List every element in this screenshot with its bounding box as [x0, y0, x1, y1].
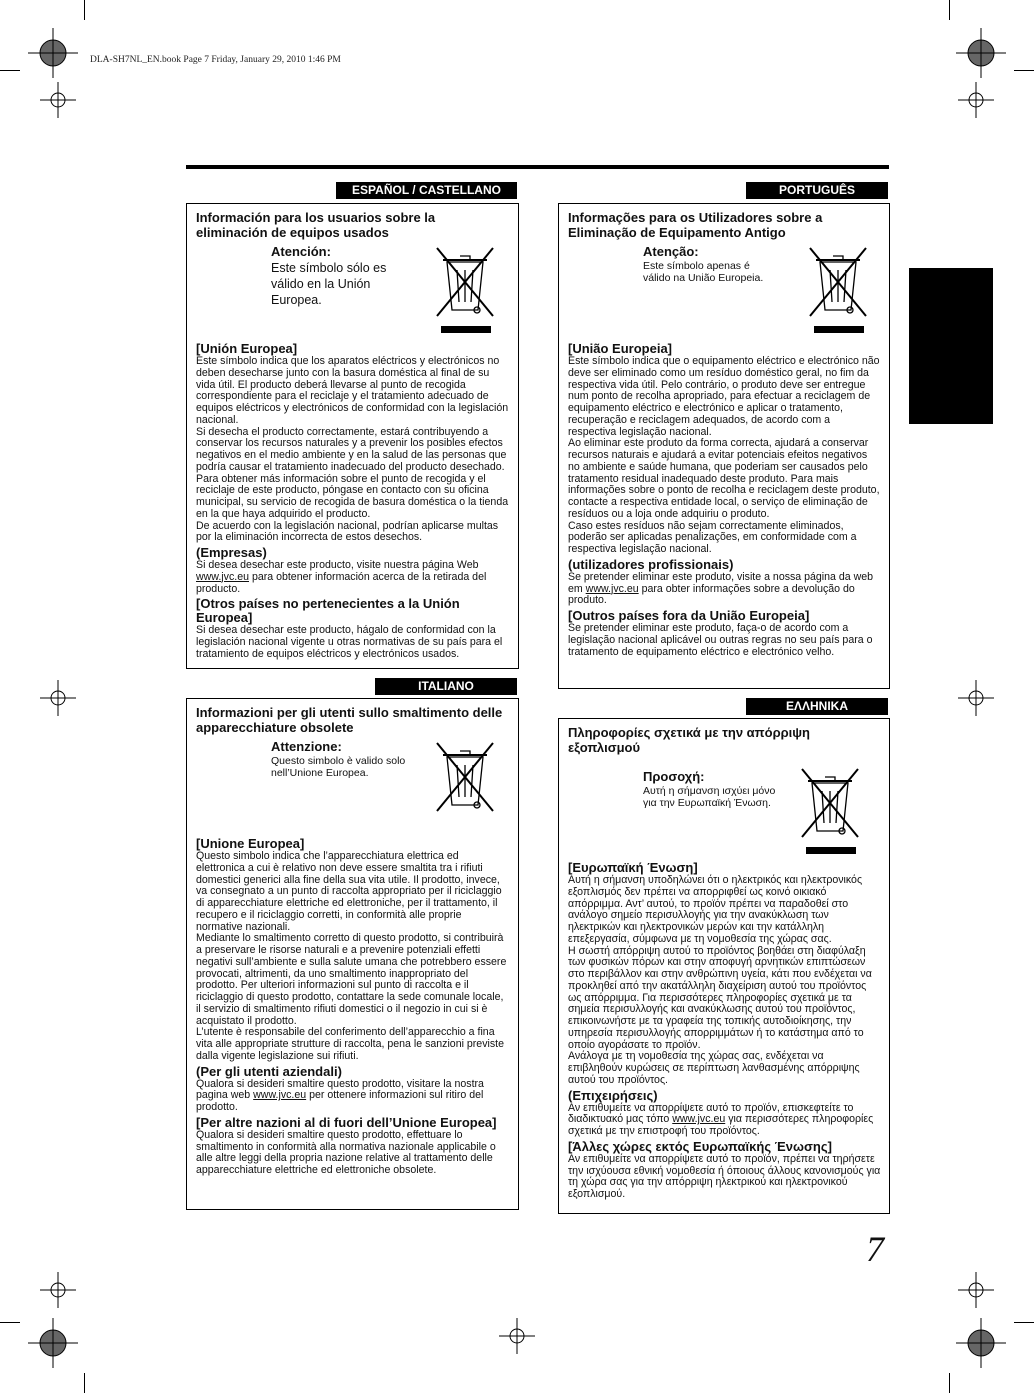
- business-text-b: para obter informações sobre a devolução do produto.: [568, 582, 855, 607]
- eu-heading: [União Europeia]: [568, 341, 673, 356]
- section-title: Informações para os Utilizadores sobre a Eliminação de Equipamento Antigo: [568, 210, 823, 240]
- trim-line: [949, 1373, 950, 1393]
- business-text-b: para obtener información acerca de la retirada del producto.: [196, 570, 487, 595]
- attention-body: Este símbolo sólo es válido en la Unión Europea.: [271, 261, 387, 307]
- attention-text: [271, 244, 406, 308]
- registration-mark-icon: [956, 28, 1006, 78]
- crosshair-icon: [958, 1272, 994, 1308]
- lang-bar-portuguese: PORTUGUÊS: [746, 182, 888, 199]
- crossed-bin-icon: [798, 765, 862, 855]
- crossed-bin-icon: [433, 739, 497, 819]
- side-tab: [909, 268, 993, 424]
- print-header: DLA-SH7NL_EN.book Page 7 Friday, January 29, 2010 1:46 PM: [90, 55, 341, 65]
- other-text: Si desea desechar este producto, hágalo de conformidad con la legislación nacional vigente u otras normativas de su país para el tratamiento de equipos eléctricos y electrónicos usados.: [196, 624, 503, 660]
- business-text: [196, 560, 510, 595]
- eu-heading: [Unione Europea]: [196, 836, 305, 851]
- other-heading: [Otros países no pertenecientes a la Unión Europea]: [196, 596, 460, 626]
- eu-heading: [Ευρωπαϊκή Ένωση]: [568, 860, 698, 875]
- eu-text: Αυτή η σήμανση υποδηλώνει ότι ο ηλεκτρικός και ηλεκτρονικός εξοπλισμός δεν πρέπει να απορριφθεί ως κοινό οικιακό απόρριμμα. Αντ’ αυτού, το προϊόν πρέπει να παραδοθεί στο ανάλογο σημείο περισυλλογής για την ανακύκλωση των ηλεκτρικών και ηλεκτρονικών μερών και την κατάλληλη επεξεργασία, σύμφωνα με τη νομοθεσία της χώρας σας. Η σωστή απόρριψη αυτού το προϊόντος βοηθάει στη διαφύλαξη των φυσικών πόρων και στην αποφυγή αρνητικών επιπτώσεων στο περιβάλλον και στην ανθρώπινη υγεία, κάτι που ενδέχεται να προκληθεί από την ακατάλληλη διαχείριση αυτού του προϊόντος ως απόρριμμα. Για περισσότερες πληροφορίες σχετικά με τα σημεία περισυλλογής και ανακύκλωσης αυτού του προϊόντος, επικοινωνήστε με τα γραφεία της τοπικής αυτοδιοίκησης, την υπηρεσία περισυλλογής απορριμμάτων ή το κατάστημα από το οποίο αγοράσατε το προϊόν. Ανάλογα με τη νομοθεσία της χώρας σας, ενδέχεται να επιβληθούν κυρώσεις σε περίπτωση λανθασμένης απόρριψης αυτού του προϊόντος.: [568, 874, 872, 1086]
- eu-text: Questo simbolo indica che l’apparecchiatura elettrica ed elettronica a cui è relativo non deve essere smaltita tra i rifiuti domestici generici alla fine della sua vita utile. Il prodotto, invece, va consegnato a un punto di raccolta appropriato per il riciclaggio di apparecchiature elettriche ed elettroniche, per il trattamento, il recupero e il riciclaggio corretti, in conformità alle proprie normative nazionali. Mediante lo smaltimento corretto di questo prodotto, si contribuirà a preservare le risorse naturali e a prevenire potenziali effetti negativi sull’ambiente e sulla salute umana che potrebbero essere provocati, altrimenti, da uno smaltimento inappropriato del prodotto. Per ulteriori informazioni sul punto di raccolta e il riciclaggio di questo prodotto, contattare la sede comunale locale, il servizio di smaltimento rifiuti domestici o il negozio in cui si è acquistato il prodotto. L’utente è responsabile del conferimento dell’apparecchio a fina vita alle appropriate strutture di raccolta, pena le sanzioni previste dalla vigente legislazione sui rifiuti.: [196, 850, 507, 1062]
- top-rule: [186, 165, 889, 169]
- eu-text: Este símbolo indica que los aparatos eléctricos y electrónicos no deben desecharse junto con la basura doméstica al final de su vida útil. El producto deberá llevarse al punto de recogida correspondiente para el reciclaje y el tratamiento adecuado de equipos eléctricos y electrónicos de conformidad con la legislación nacional. Si desecha el producto correctamente, estará contribuyendo a conservar los recursos naturales y a prevenir los posibles efectos negativos en el medio ambiente y en la salud de las personas que podría causar el tratamiento inadecuado del producto desechado. Para obtener más información sobre el punto de recogida y el reciclaje de este producto, póngase en contacto con su oficina municipal, su servicio de recogida de basura doméstica o la tienda en la que haya adquirido el producto. De acuerdo con la legislación nacional, podrían aplicarse multas por la eliminación incorrecta de estos desechos.: [196, 355, 509, 544]
- eu-text: Este símbolo indica que o equipamento eléctrico e electrónico não deve ser eliminado como um resíduo doméstico geral, no fim da respectiva vida útil. Pelo contrário, o produto deve ser entregue num ponto de recolha apropriado, para efectuar a reciclagem de equipamento eléctrico e electrónico e aplicar o tratamento, recuperação e reciclagem adequados, de acordo com a respectiva legislação nacional. Ao eliminar este produto da forma correcta, ajudará a conservar recursos naturais e ajudará a evitar potenciais efeitos negativos no ambiente e saúde humana, que poderiam ser causados pelo tratamento residual inadequado deste produto. Para mais informações sobre o ponto de recolha e reciclagem deste produto, contacte a respectiva entidade local, o serviço de eliminação de resíduos ou a loja onde adquiriu o produto. Caso estes resíduos não sejam correctamente eliminados, poderão ser aplicadas penalizações, em conformidade com a respectiva legislação nacional.: [568, 355, 880, 555]
- crosshair-icon: [499, 1318, 535, 1354]
- trim-line: [84, 1373, 85, 1393]
- business-text-a: Qualora si desideri smaltire questo prodotto, visitare la nostra pagina web: [196, 1077, 484, 1102]
- crossed-bin-icon: [806, 244, 870, 334]
- business-heading: (Επιχειρήσεις): [568, 1087, 658, 1103]
- business-text: [568, 572, 881, 607]
- attention-block: [568, 244, 881, 340]
- attention-text: [271, 739, 406, 779]
- attention-text: [643, 769, 778, 809]
- crosshair-icon: [40, 680, 76, 716]
- crosshair-icon: [958, 680, 994, 716]
- attention-body: Αυτή η σήμανση ισχύει μόνο για την Ευρωπαϊκή Ένωση.: [643, 785, 776, 809]
- section-title: Informazioni per gli utenti sullo smaltimento delle apparecchiature obsolete: [196, 705, 503, 735]
- web-link[interactable]: www.jvc.eu: [196, 570, 249, 583]
- lang-bar-greek: ΕΛΛΗΝΙΚΑ: [746, 698, 888, 715]
- attention-label: Attenzione:: [271, 739, 342, 754]
- section-title: Πληροφορίες σχετικά με την απόρριψη εξοπλισμού: [568, 725, 810, 755]
- registration-mark-icon: [28, 28, 78, 78]
- section-spanish: [186, 203, 519, 669]
- web-link[interactable]: www.jvc.eu: [253, 1089, 307, 1102]
- crosshair-icon: [40, 82, 76, 118]
- crosshair-icon: [40, 1272, 76, 1308]
- crossed-bin-icon: [433, 244, 497, 334]
- business-text-a: Se pretender eliminar este produto, visite a nossa página da web em: [568, 570, 874, 595]
- attention-label: Προσοχή:: [643, 769, 705, 784]
- trim-line: [0, 1322, 20, 1323]
- lang-bar-spanish: ESPAÑOL / CASTELLANO: [336, 182, 517, 199]
- trim-line: [0, 70, 20, 71]
- other-text: Qualora si desideri smaltire questo prodotto, effettuare lo smaltimento in conformità alla normativa nazionale applicabile o alle altre leggi della propria nazione relative al trattamento delle apparecchiature elettriche ed elettroniche obsolete.: [196, 1128, 496, 1176]
- web-link[interactable]: www.jvc.eu: [585, 582, 639, 595]
- business-heading: (utilizadores profissionais): [568, 556, 734, 572]
- attention-block: [196, 739, 510, 835]
- business-heading: (Per gli utenti aziendali): [196, 1063, 342, 1079]
- attention-body: Este símbolo apenas é válido na União Europeia.: [643, 260, 764, 284]
- page-number: 7: [866, 1229, 884, 1269]
- attention-block: [196, 244, 510, 340]
- business-text-a: Si desea desechar este producto, visite nuestra página Web: [196, 559, 479, 571]
- business-text-a: Αν επιθυμείτε να απορρίψετε αυτό το προϊόν, επισκεφτείτε το διαδικτυακό μας τόπο: [568, 1101, 854, 1126]
- section-greek: [558, 718, 890, 1214]
- attention-block: [568, 759, 881, 859]
- business-heading: (Empresas): [196, 545, 267, 560]
- other-text: Αν επιθυμείτε να απορρίψετε αυτό το προϊόν, πρέπει να τηρήσετε την ισχύουσα εθνική νομοθεσία ή όποιους άλλους κανονισμούς για τη χώρα σας για την απόρριψη ηλεκτρικού και ηλεκτρονικού εξοπλισμού.: [568, 1152, 881, 1200]
- attention-label: Atención:: [271, 244, 331, 259]
- other-heading: [Outros países fora da União Europeia]: [568, 608, 810, 623]
- trim-line: [949, 0, 950, 20]
- attention-body: Questo simbolo è valido solo nell’Unione Europea.: [271, 755, 406, 779]
- other-text: Se pretender eliminar este produto, faça-o de acordo com a legislação nacional aplicável ou outras regras no seu país para o tratamento de equipamento eléctrico e electrónico velho.: [568, 622, 873, 658]
- section-portuguese: [558, 203, 890, 689]
- other-heading: [Άλλες χώρες εκτός Ευρωπαϊκής Ένωσης]: [568, 1138, 832, 1154]
- business-text-b: per ottenere informazioni sul ritiro del prodotto.: [196, 1089, 484, 1113]
- business-text: [568, 1103, 881, 1138]
- trim-line: [1014, 70, 1034, 71]
- trim-line: [1014, 1322, 1034, 1323]
- web-link[interactable]: www.jvc.eu: [672, 1113, 726, 1126]
- lang-bar-italian: ITALIANO: [375, 678, 517, 695]
- business-text: [196, 1079, 510, 1114]
- attention-label: Atenção:: [643, 244, 699, 259]
- other-heading: [Per altre nazioni al di fuori dell’Unione Europea]: [196, 1114, 497, 1130]
- section-title: Información para los usuarios sobre la eliminación de equipos usados: [196, 210, 436, 240]
- trim-line: [84, 0, 85, 20]
- attention-text: [643, 244, 778, 284]
- registration-mark-icon: [28, 1318, 78, 1368]
- section-italian: [186, 698, 519, 1210]
- eu-heading: [Unión Europea]: [196, 341, 298, 356]
- crosshair-icon: [958, 82, 994, 118]
- registration-mark-icon: [956, 1318, 1006, 1368]
- business-text-b: για περισσότερες πληροφορίες σχετικά με την επιστροφή του προϊόντος.: [568, 1113, 874, 1137]
